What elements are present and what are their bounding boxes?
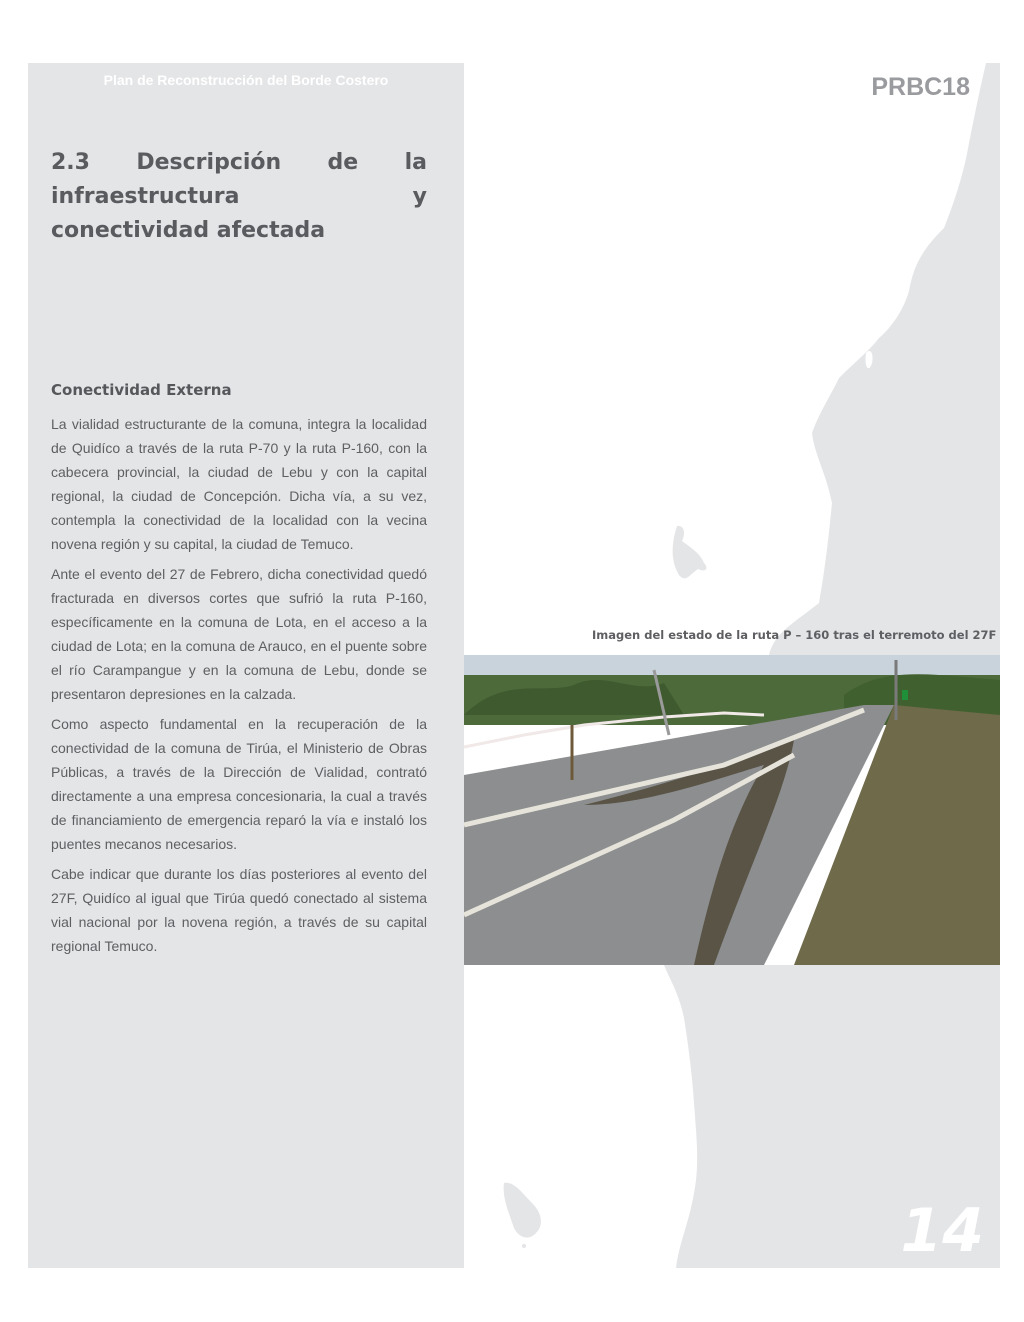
left-text-panel (28, 63, 464, 1268)
road-damage-photo (464, 655, 1000, 965)
road-sign (902, 690, 908, 700)
section-title: 2.3 Descripción de la infraestructura y conectividad afectada (51, 150, 427, 243)
document-title: Plan de Reconstrucción del Borde Costero (103, 72, 389, 88)
subsection-title: Conectividad Externa (51, 381, 232, 399)
paragraph: Cabe indicar que durante los días posteriores al evento del 27F, Quidíco al igual que Tirúa quedó conectado al sistema vial nacional por la novena región, a través de su capital regional Temuco. (51, 866, 427, 954)
mocha-island (504, 1183, 541, 1238)
paragraph: Como aspecto fundamental en la recuperación de la conectividad de la comuna de Tirúa, el Ministerio de Obras Públicas, a través de la Dirección de Vialidad, contrató directamente a una empresa concesionaria, la cual a través de financiamiento de emergencia reparó la vía e instaló los puentes mecanos necesarios. (51, 716, 427, 852)
body-text (51, 412, 427, 964)
mainland-north (769, 63, 1000, 655)
figure-caption: Imagen del estado de la ruta P – 160 tras el terremoto del 27F (592, 628, 997, 642)
paragraph: Ante el evento del 27 de Febrero, dicha conectividad quedó fracturada en diversos cortes que sufrió la ruta P-160, específicamente en la comuna de Lota, en el acceso a la ciudad de Lota; en la comuna de Arauco, en el puente sobre el río Carampangue y en la comuna de Lebu, donde se presentaron depresiones en la calzada. (51, 566, 427, 702)
paragraph: La vialidad estructurante de la comuna, integra la localidad de Quidíco a través de la ruta P-70 y la ruta P-160, con la cabecera provincial, la ciudad de Lebu y con la capital regional, la ciudad de Concepción. Dicha vía, a su vez, contempla la conectividad de la localidad con la vecina novena región y su capital, la ciudad de Temuco. (51, 416, 427, 552)
page-number: 14 (900, 1196, 984, 1266)
small-island (673, 526, 707, 578)
islet (522, 1244, 526, 1248)
document-code: PRBC18 (871, 73, 970, 101)
